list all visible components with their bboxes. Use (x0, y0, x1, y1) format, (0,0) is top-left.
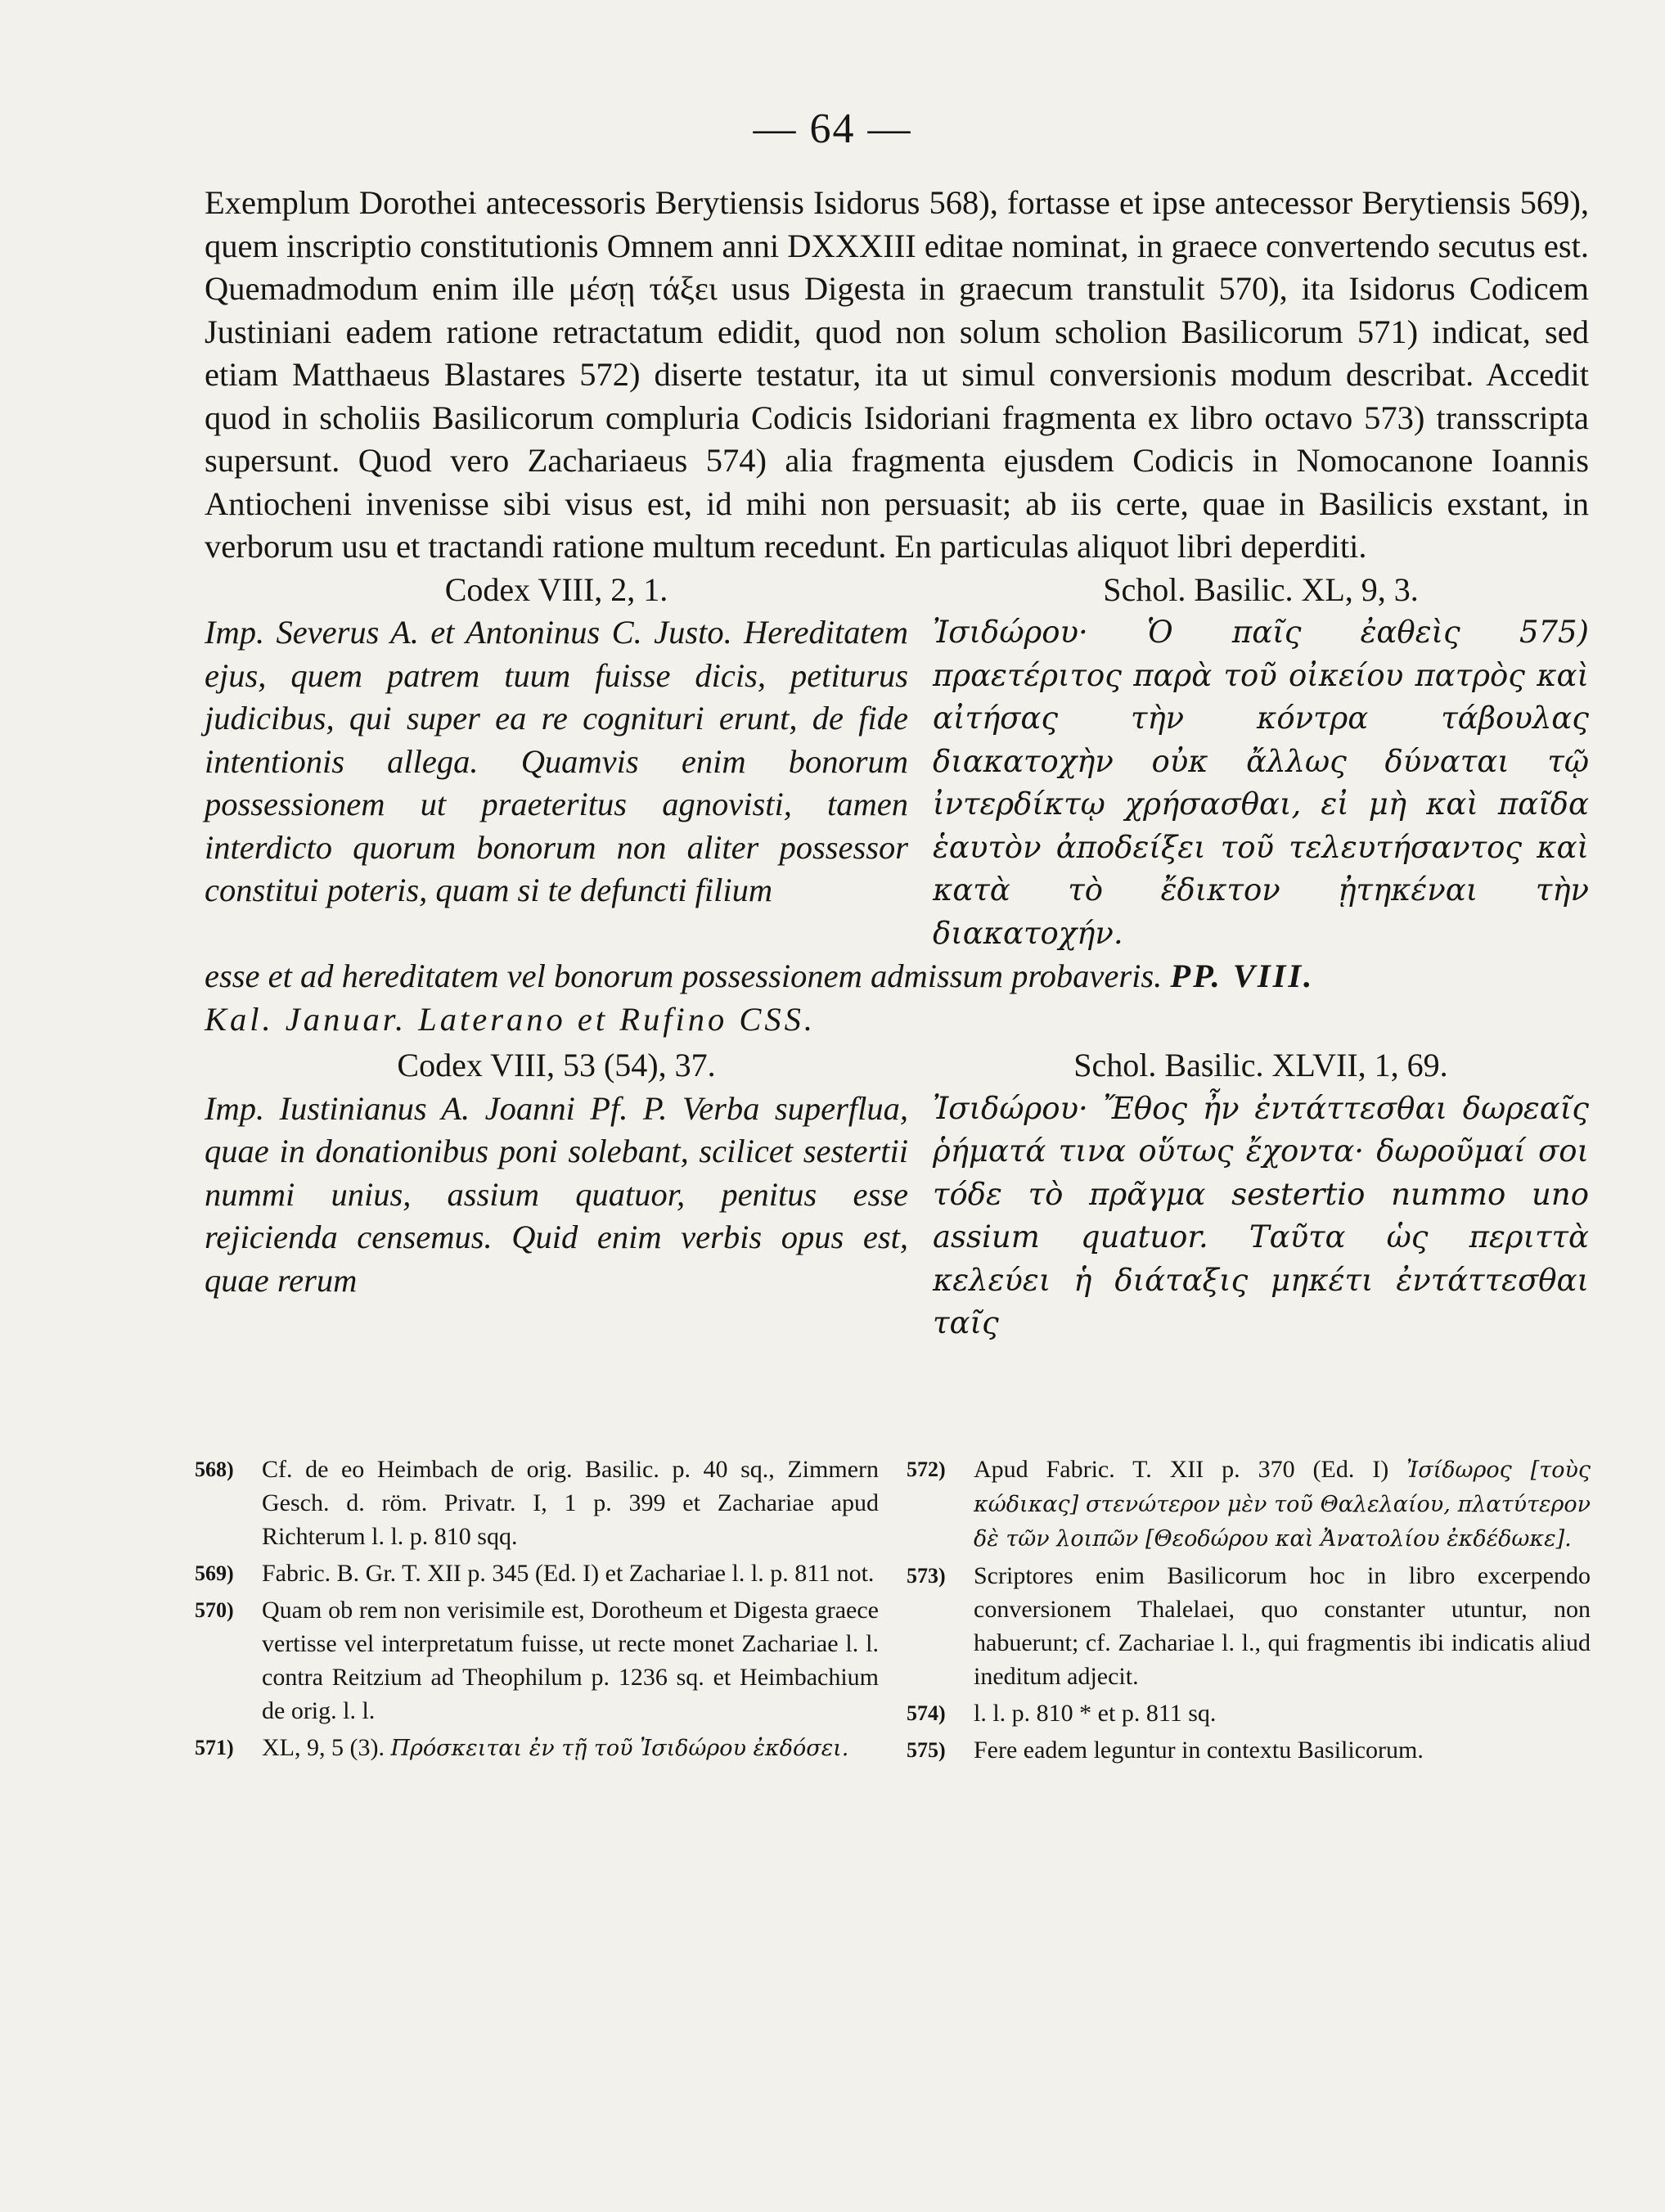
intro-paragraph: Exemplum Dorothei antecessoris Berytiensis Isidorus 568), fortasse et ipse antecessor Berytiensis 569), quem inscriptio constitutionis Omnem anni DXXXIII editae nominat, in graece convertendo secutus est. Quemadmodum enim ille μέσῃ τάξει usus Digesta in graecum transtulit 570), ita Isidorus Codicem Justiniani eadem ratione retractatum edidit, quod non solum scholion Basilicorum 571) indicat, sed etiam Matthaeus Blastares 572) diserte testatur, ita ut simul conversionis modum describat. Accedit quod in scholiis Basilicorum compluria Codicis Isidoriani fragmenta ex libro octavo 573) transscripta supersunt. Quod vero Zachariaeus 574) alia fragmenta ejusdem Codicis in Nomocanone Ioannis Antiocheni invenisse sibi visus est, id mihi non persuasit; ab iis certe, quae in Basilicis exstant, in verborum usu et tractandi ratione multum recedunt. En particulas aliquot libri deperditi. (205, 184, 1589, 565)
footnote-number: 573) (907, 1564, 946, 1588)
section1-columns (205, 569, 1589, 956)
section2-left-column (205, 1044, 908, 1345)
footnote (907, 1696, 1591, 1730)
footnote (907, 1733, 1591, 1767)
footnote-greek-text: Πρόσκειται ἐν τῇ τοῦ Ἰσιδώρου ἐκδόσει. (390, 1736, 849, 1761)
section2-latin-text: Imp. Iustinianus A. Joanni Pf. P. Verba superflua, quae in donationibus poni solebant, scilicet sestertii nummi unius, assium quatuor, penitus esse rejicienda censemus. Quid enim verbis opus est, quae rerum (205, 1089, 908, 1299)
footnote (195, 1453, 879, 1553)
section1-right-column (933, 569, 1589, 956)
footnote (195, 1557, 879, 1590)
section1-left-header: Codex VIII, 2, 1. (444, 570, 668, 608)
footnote (907, 1559, 1591, 1693)
footnote (907, 1453, 1591, 1556)
footnote-text-wrap (262, 1731, 879, 1765)
section2-left-header: Codex VIII, 53 (54), 37. (397, 1047, 716, 1083)
footnote-number: 568) (195, 1457, 234, 1481)
footnote-text: XL, 9, 5 (3). (262, 1734, 385, 1761)
footnotes-left-column (195, 1453, 879, 1770)
section1-continuation-tail: PP. VIII. (1170, 957, 1315, 994)
footnote-greek-text: Ἰσίδωρος [τοὺς κώδικας] στενώτερον μὲν τοῦ Θαλελαίου, πλατύτερον δὲ τῶν λοιπῶν [Θεοδώρου καὶ Ἀνατολίου ἐκδέδωκε]. (974, 1457, 1591, 1552)
section1-left-column (205, 569, 908, 956)
footnote-number: 574) (907, 1701, 946, 1725)
section1-right-header: Schol. Basilic. XL, 9, 3. (1103, 570, 1419, 608)
footnotes-right-column (907, 1453, 1591, 1770)
footnotes (195, 1453, 1591, 1770)
footnote (195, 1593, 879, 1728)
section1-continuation-text: esse et ad hereditatem vel bonorum possessionem admissum probaveris. (205, 957, 1163, 994)
footnote-number: 569) (195, 1561, 234, 1585)
footnote-text: l. l. p. 810 * et p. 811 sq. (974, 1700, 1217, 1727)
page-number: — 64 — (753, 106, 912, 152)
footnote-text-wrap (974, 1453, 1591, 1556)
main-text (205, 182, 1589, 1345)
footnote-text: Apud Fabric. T. XII p. 370 (Ed. I) (974, 1456, 1389, 1483)
section1-latin-text: Imp. Severus A. et Antoninus C. Justo. Hereditatem ejus, quem patrem tuum fuisse dicis, petiturus judicibus, qui super ea re cognituri erunt, de fide intentionis allega. Quamvis enim bonorum possessionem ut praeteritus agnovisti, tamen interdicto quorum bonorum non aliter possessor constitui poteris, quam si te defuncti filium (205, 614, 908, 908)
footnote (195, 1731, 879, 1765)
footnote-text: Fere eadem leguntur in contextu Basilicorum. (974, 1737, 1424, 1764)
section2-columns (205, 1044, 1589, 1345)
footnote-text: Quam ob rem non verisimile est, Dorotheum et Digesta graece vertisse vel interpretatum fuisse, ut recte monet Zachariae l. l. contra Reitzium ad Theophilum p. 1236 sq. et Heimbachium de orig. l. l. (262, 1597, 879, 1724)
footnote-number: 570) (195, 1598, 234, 1622)
section1-continuation (205, 955, 1589, 998)
footnote-number: 575) (907, 1738, 946, 1762)
footnote-text: Fabric. B. Gr. T. XII p. 345 (Ed. I) et Zachariae l. l. p. 811 not. (262, 1560, 875, 1587)
section2-greek-text: Ἰσιδώρου· Ἔθος ἦν ἐντάττεσθαι δωρεαῖς ῥήματά τινα οὕτως ἔχοντα· δωροῦμαί σοι τόδε τὸ πρᾶγμα sestertio nummo uno assium quatuor. Ταῦτα ὡς περιττὰ κελεύει ἡ διάταξις μηκέτι ἐντάττεσθαι ταῖς (933, 1090, 1589, 1340)
footnote-number: 571) (195, 1736, 234, 1759)
footnote-text: Scriptores enim Basilicorum hoc in libro excerpendo conversionem Thalelaei, quo constanter utuntur, non habuerunt; cf. Zachariae l. l., qui fragmentis ibi indicatis aliud ineditum adjecit. (974, 1562, 1591, 1690)
footnote-number: 572) (907, 1457, 946, 1481)
section2-right-column (933, 1044, 1589, 1345)
section1-greek-text: Ἰσιδώρου· Ὁ παῖς ἐαθεὶς 575) πραετέριτος παρὰ τοῦ οἰκείου πατρὸς καὶ αἰτήσας τὴν κόντρα τάβουλας διακατοχὴν οὐκ ἄλλως δύναται τῷ ἰντερδίκτῳ χρήσασθαι, εἰ μὴ καὶ παῖδα ἑαυτὸν ἀποδείξει τοῦ τελευτήσαντος καὶ κατὰ τὸ ἔδικτον ᾐτηκέναι τὴν διακατοχήν. (933, 615, 1589, 951)
section2-right-header: Schol. Basilic. XLVII, 1, 69. (1073, 1047, 1448, 1083)
section1-subscription: Kal. Januar. Laterano et Rufino CSS. (205, 1000, 817, 1038)
footnote-text: Cf. de eo Heimbach de orig. Basilic. p. 40 sq., Zimmern Gesch. d. röm. Privatr. I, 1 p. 399 et Zachariae apud Richterum l. l. p. 810 sqq. (262, 1456, 879, 1550)
